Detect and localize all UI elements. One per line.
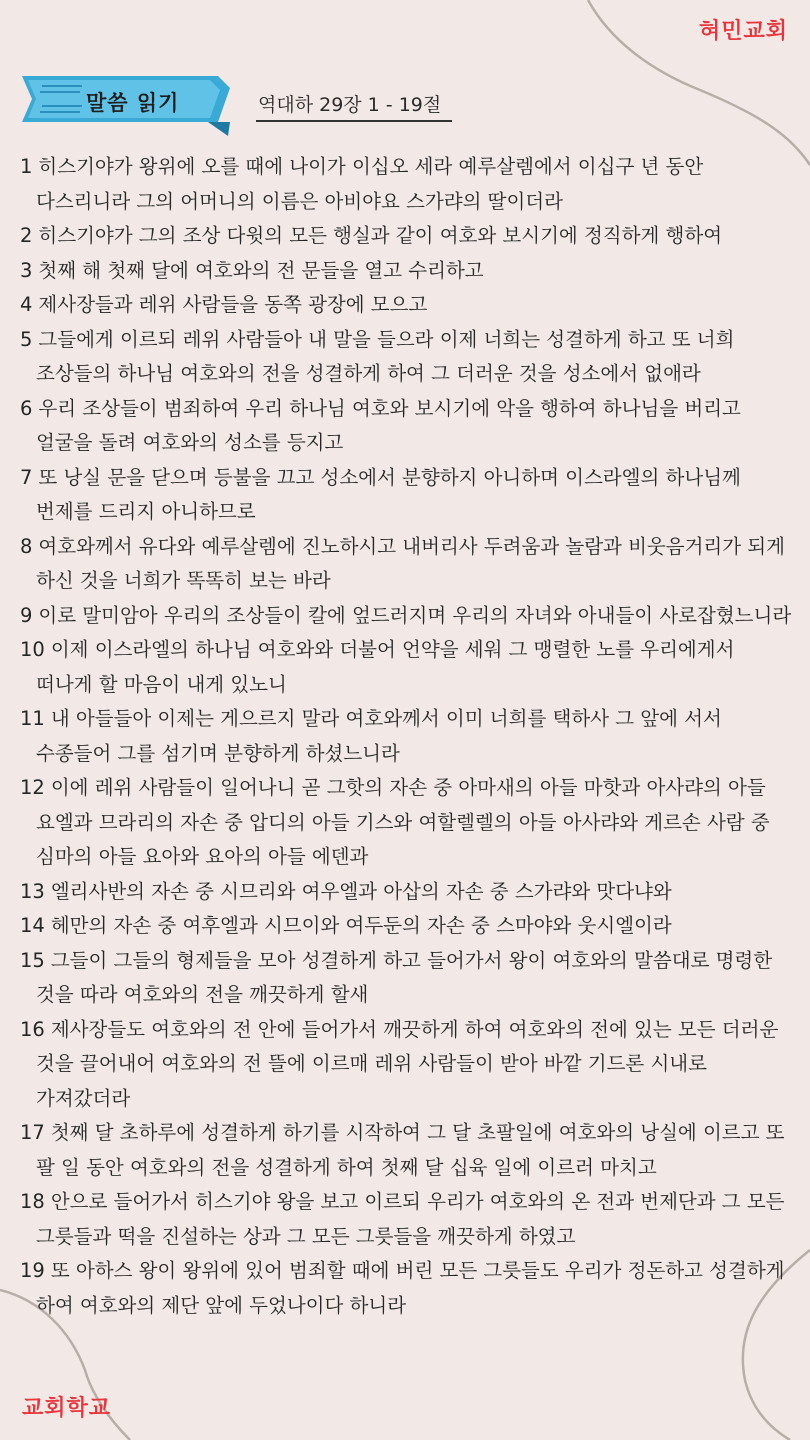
verse-item bbox=[20, 392, 792, 461]
verse-number: 10 bbox=[20, 638, 45, 661]
verse-text: 이로 말미암아 우리의 조상들이 칼에 엎드러지며 우리의 자녀와 아내들이 사로잡혔느니라 bbox=[38, 603, 792, 627]
passage-reference-underline bbox=[256, 120, 452, 122]
verse-item bbox=[20, 530, 792, 599]
verse-number: 15 bbox=[20, 948, 45, 972]
verse-number: 8 bbox=[20, 534, 33, 558]
verse-text: 안으로 들어가서 히스기야 왕을 보고 이르되 우리가 여호와의 온 전과 번제단과 그 모든 그릇들과 떡을 진설하는 상과 그 모든 그릇들을 깨끗하게 하였고 bbox=[36, 1190, 785, 1248]
verse-item bbox=[20, 1013, 792, 1117]
verse-item bbox=[20, 254, 792, 289]
verse-text: 첫째 해 첫째 달에 여호와의 전 문들을 열고 수리하고 bbox=[38, 258, 484, 282]
church-logo-top: 혀민교회 bbox=[698, 19, 788, 44]
verse-number: 16 bbox=[20, 1017, 45, 1041]
verse-item bbox=[20, 771, 792, 875]
verse-text: 또 낭실 문을 닫으며 등불을 끄고 성소에서 분향하지 아니하며 이스라엘의 하나님께 번제를 드리지 아니하므로 bbox=[36, 465, 741, 523]
verse-item bbox=[20, 1254, 792, 1323]
verse-number: 1 bbox=[20, 155, 33, 178]
verse-number: 19 bbox=[20, 1259, 45, 1282]
verse-text: 그들이 그들의 형제들을 모아 성결하게 하고 들어가서 왕이 여호와의 말씀대로 명령한 것을 따라 여호와의 전을 깨끗하게 할새 bbox=[36, 948, 773, 1006]
verse-text: 이에 레위 사람들이 일어나니 곧 그핫의 자손 중 아마새의 아들 마핫과 아사랴의 아들 요엘과 므라리의 자손 중 압디의 아들 기스와 여할렐렐의 아들 아사랴와 게르손 사람 중 심마의 아들 요아와 요아의 아들 에덴과 bbox=[36, 776, 770, 868]
verse-item bbox=[20, 323, 792, 392]
verse-text: 이제 이스라엘의 하나님 여호와와 더불어 언약을 세워 그 맹렬한 노를 우리에게서 떠나게 할 마음이 내게 있노니 bbox=[36, 638, 735, 696]
verse-text: 헤만의 자손 중 여후엘과 시므이와 여두둔의 자손 중 스마야와 웃시엘이라 bbox=[50, 914, 672, 937]
verse-item bbox=[20, 875, 792, 910]
verse-number: 14 bbox=[20, 914, 45, 937]
section-badge bbox=[22, 70, 232, 140]
verse-item bbox=[20, 702, 792, 771]
verse-text: 히스기야가 그의 조상 다윗의 모든 행실과 같이 여호와 보시기에 정직하게 행하여 bbox=[38, 224, 723, 247]
verse-item bbox=[20, 288, 792, 323]
verse-number: 4 bbox=[20, 293, 33, 316]
verse-list bbox=[20, 150, 792, 1323]
verse-number: 2 bbox=[20, 224, 33, 247]
passage-reference: 역대하 29장 1 - 19절 bbox=[258, 94, 442, 116]
section-badge-label: 말씀 읽기 bbox=[86, 91, 180, 115]
verse-text: 첫째 달 초하루에 성결하게 하기를 시작하여 그 달 초팔일에 여호와의 낭실에 이르고 또 팔 일 동안 여호와의 전을 성결하게 하여 첫째 달 십육 일에 이르러 마치고 bbox=[36, 1121, 785, 1179]
church-school-logo: 교회학교 bbox=[22, 1396, 112, 1421]
verse-text: 그들에게 이르되 레위 사람들아 내 말을 들으라 이제 너희는 성결하게 하고 또 너희 조상들의 하나님 여호와의 전을 성결하게 하여 그 더러운 것을 성소에서 없애라 bbox=[36, 327, 735, 385]
verse-text: 내 아들들아 이제는 게으르지 말라 여호와께서 이미 너희를 택하사 그 앞에 서서 수종들어 그를 섬기며 분향하게 하셨느니라 bbox=[36, 707, 722, 765]
verse-text: 히스기야가 왕위에 오를 때에 나이가 이십오 세라 예루살렘에서 이십구 년 동안 다스리니라 그의 어머니의 이름은 아비야요 스가랴의 딸이더라 bbox=[36, 155, 704, 213]
verse-number: 18 bbox=[20, 1190, 45, 1213]
verse-item bbox=[20, 150, 792, 219]
verse-item bbox=[20, 633, 792, 702]
verse-text: 제사장들도 여호와의 전 안에 들어가서 깨끗하게 하여 여호와의 전에 있는 모든 더러운 것을 끌어내어 여호와의 전 뜰에 이르매 레위 사람들이 받아 바깥 기드론 시내로 가져갔더라 bbox=[36, 1017, 779, 1110]
verse-text: 엘리사반의 자손 중 시므리와 여우엘과 아삽의 자손 중 스가랴와 맛다냐와 bbox=[50, 879, 672, 903]
verse-number: 7 bbox=[20, 465, 33, 489]
verse-item bbox=[20, 1116, 792, 1185]
verse-item bbox=[20, 461, 792, 530]
verse-item bbox=[20, 219, 792, 254]
verse-number: 11 bbox=[20, 707, 45, 730]
verse-text: 또 아하스 왕이 왕위에 있어 범죄할 때에 버린 모든 그릇들도 우리가 정돈하고 성결하게 하여 여호와의 제단 앞에 두었나이다 하니라 bbox=[36, 1259, 785, 1317]
verse-text: 우리 조상들이 범죄하여 우리 하나님 여호와 보시기에 악을 행하여 하나님을 버리고 얼굴을 돌려 여호와의 성소를 등지고 bbox=[36, 396, 741, 454]
verse-number: 9 bbox=[20, 603, 33, 627]
verse-number: 3 bbox=[20, 258, 33, 282]
verse-text: 제사장들과 레위 사람들을 동쪽 광장에 모으고 bbox=[38, 293, 428, 316]
verse-item bbox=[20, 1185, 792, 1254]
verse-number: 5 bbox=[20, 327, 33, 351]
verse-text: 여호와께서 유다와 예루살렘에 진노하시고 내버리사 두려움과 놀람과 비웃음거리가 되게 하신 것을 너희가 똑똑히 보는 바라 bbox=[36, 534, 785, 592]
verse-item bbox=[20, 944, 792, 1013]
verse-number: 6 bbox=[20, 396, 33, 420]
verse-number: 17 bbox=[20, 1121, 45, 1144]
verse-item bbox=[20, 909, 792, 944]
verse-number: 13 bbox=[20, 879, 45, 903]
verse-number: 12 bbox=[20, 776, 45, 799]
verse-item bbox=[20, 599, 792, 634]
